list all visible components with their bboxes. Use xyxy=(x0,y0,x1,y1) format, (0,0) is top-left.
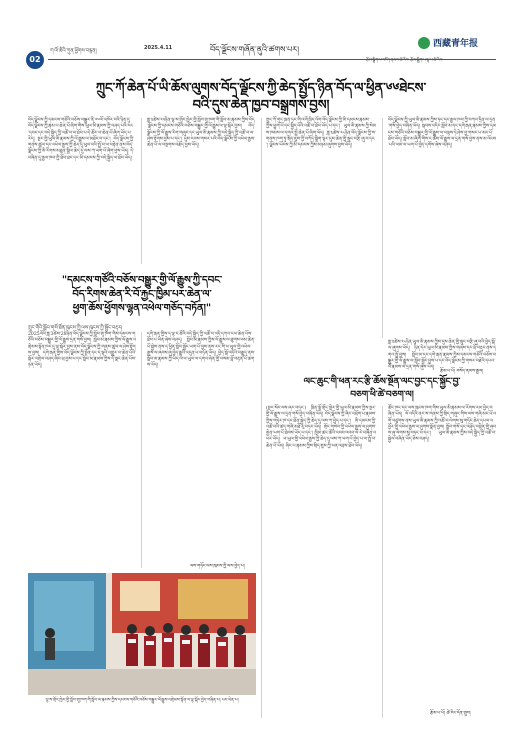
article2-headline-line1: "དམངས་གཙོའི་བཅོས་བསྒྱུར་གྱི་ལོ་རྒྱུས་ཀྱི་དབང་ xyxy=(61,275,223,286)
article1-headline-line2: བའི་དུས་ཆེན་ཁྱབ་བསྒྲགས་བྱས། xyxy=(192,98,330,113)
column-divider xyxy=(382,406,383,718)
article2-col2-byline: ལས་གཏོང་ལས་ཁུངས་ཀྱི་ལས་བྱེད་པ། xyxy=(190,564,245,569)
col4-lower-byline: རྩོམ་པ་པོ། བསོད་ནམས་རྒྱལ། xyxy=(440,369,484,374)
page-number: 02 xyxy=(29,55,41,64)
article3-col1-text: (སྔར་སོང་ལས་ཞར་བཏང་) ཁྲིན་ལྷོ་གྲོང་ཁྱེར་གྱི་ཡུལ་མི་རྣམས་ཀྱིས་སྔར་གྱི་ལོ་རྒྱུས་ལ་དྲན་གསོ་བྱེད་བཞིན་ཡོད། བོད་ལྗོངས་ཀྱི་ཞིང་འབྲོག་པ་རྣམས་ཀྱིས་གཏེར་ཁ་དང་ཐོན་སྐྱེད་ཀྱི་ཆེད་དུ་ལས་ཀ་བྱེད་པ་དང་། མི་དམངས་ཀྱི་འཚོ་བའི་ཚད་གཞི་མཐོ་རུ་བཏང་ཡོད། གྲོང་གསེབ་ཀྱི་འཕེལ་རྒྱས་ལ་ཤུགས་རྐྱེན་ཡག་པོ་ཐེབས་ཡོད་པ་དང་། ཁྱིམ་ཚང་ཚོའི་འབབ་འབབ་ལོ་རེ་བཞིན་འཕར་ཡོད། ཕ་ཡུལ་གྱི་འཕེལ་རྒྱས་ཀྱི་ཆེད་དུ་ལས་ཀ་ཡག་པོ་བྱེད་པ་ལ་སྤྲོ་བ་ཆེན་པོ་ཡོད། ཞིང་པ་རྣམས་ཀྱིས་སྲིད་ཇུས་ཀྱི་ཕན་འབྲས་ཐོབ་ཡོད། xyxy=(266,406,376,449)
masthead-title: བོད་ལྗོངས་གཞོན་ནུའི་ཚགས་པར། xyxy=(210,45,299,54)
article1-col4-text: བོད་ལྗོངས་ཀྱི་ཡུལ་མི་རྣམས་ཀྱིས་ཏང་དང་རྒྱལ་ཁབ་ཀྱི་བཀའ་དྲིན་ལ་དྲན་གསོ་བྱེད་བཞིན་ཡོད། སྐབས་འདིར་སློབ་མ་དང་དགེ་རྒན་རྣམས་ཀྱིས་དམངས་གཙོའི་བཅོས་བསྒྱུར་གྱི་ལོ་རྒྱུས་ལ་བལྟས་ཏེ་ཤེས་བྱ་གསར་པ་མང་པོ་ཐོབ་ཡོད། སློབ་མ་ཞིག་གིས་ང་ཚོས་ལོ་རྒྱུས་ལ་དྲན་གསོ་བྱས་ནས་མ་འོངས་པའི་ལམ་ལ་ཡག་པོ་བྱེད་དགོས་ཞེས་བཤད། xyxy=(388,118,496,149)
article2-headline xyxy=(28,274,256,316)
article2-byline: ཀྲུང་གོའི་སློབ་གསོ་ཐོན་ཁུངས་ཀྱི་ལས་ཁུངས་ཀྱི་སྦྱོང་བརྡར། xyxy=(28,325,123,331)
column-divider xyxy=(261,118,262,718)
article1-column-1 xyxy=(28,118,134,264)
article3-col2-text: ཚོང་ཁང་དང་ལས་ཁུངས་ཁག་གིས་ཡུལ་མི་རྣམས་ལ་རོགས་རམ་བྱེད་བཞིན་ཡོད། ལོ་འདིའི་ནང་ས་གནས་ཀྱི་སྲིད་གཞུང་གིས་ལས་གཞི་མང་པོ་འགོ་བཙུགས་ནས་ཡུལ་མི་རྣམས་ཀྱི་འཚོ་བ་ལེགས་སུ་གཏོང་ཆེད་དཔལ་འབྱོར་གྱི་འཕེལ་རྒྱས་ལ་ཤུགས་སྣོན་བྱས། སློབ་གསོ་དང་འཕྲོད་བསྟེན་གྱི་ཞབས་ཞུ་ལེགས་སུ་བཏང་བ་དང་། ཡུལ་མི་རྣམས་ཀྱིས་བདེ་སྐྱིད་ཀྱི་འཚོ་བ་སྐྱེལ་བཞིན་ཡོད་ཅེས་བཤད། xyxy=(388,406,496,443)
article2-column-2 xyxy=(147,332,255,558)
page-header xyxy=(26,38,496,80)
page-number-badge xyxy=(26,51,44,69)
article1-col2-text: ཟླ་༣ཚེས་༢༥ཉིན་ལྷ་ས་གྲོང་ཁྱེར་གྱི་སློབ་གྲྭ་ཁག་གི་སློབ་མ་རྣམས་ཀྱིས་བོད་ལྗོངས་ཀྱི་དམངས་གཙོའི་བཅོས་བསྒྱུར་གྱི་ལོ་རྒྱུས་ལ་ལྟ་སྐོར་བྱས། བོད་ལྗོངས་ཀྱི་ལོ་རྒྱུས་རིག་གཞུང་དང་ཡུལ་མི་རྣམས་ཀྱི་བདེ་སྐྱིད་ཀྱི་འཚོ་བ་ལ་ཤེས་རྟོགས་བྱས་པ་དང་། དུས་རབས་གསར་པའི་བོད་ལྗོངས་ཀྱི་འཕེལ་རྒྱས་ཆེན་པོ་ལ་བསྔགས་བརྗོད་བྱས་ཡོད། xyxy=(147,118,255,149)
issue-date: 2025.4.11 xyxy=(144,45,173,51)
article3-column-1 xyxy=(266,406,376,718)
article3-headline-line1: ལང་ཆུང་གི་ཕན་རང་རྩི་ཆོས་སྔོན་ལང་བྱང་དང་སྐྱོང་བྱ་ xyxy=(303,377,461,387)
column-divider xyxy=(141,332,142,568)
article1-col1-text: བོད་ལྗོངས་ཀྱི་དམངས་གཙོའི་བཅོས་བསྒྱུར་ནི་༦༦ལོ་འཁོར་བའི་ཉིན་དུ་བོད་ལྗོངས་ཀྱི་རྣམ་པ་ཆེན་པོ་ཞིག་གིས་ཡུལ་མི་རྣམས་ཀྱི་བཤད་པའི་རང་དབང་དང་བདེ་སྐྱིད་ཀྱི་འཚོ་བ་ལ་ཐོབ་པ་དེ་ཚོར་བ་ཆེན་པོ་ཞིག་ཡོད་པ་རེད། སྔར་གྱི་ཡུལ་མི་རྣམས་ཀྱི་ལོ་རྒྱུས་ལ་མཐོང་བ་དང་། བོད་ལྗོངས་ཀྱི་གནས་ཚུལ་དང་འཕེལ་རྒྱས་ཀྱི་ཆེད་དུ་ཕུལ་བའི་སྤྲོ་བ་ལ་བརྟེན་ནས་བོད་ལྗོངས་ཀྱི་མི་རིགས་མཐུན་སྒྲིལ་ཆེད་དུ་ལས་ཀ་ཡག་པོ་ཞིག་བྱས་ཡོད། དེ་བཞིན་དུ་རྒྱལ་ཁབ་ཀྱི་ཐོབ་ཐང་དང་མི་དམངས་ཀྱི་བདེ་སྐྱིད་ལ་ཐོབ་ཡོད། xyxy=(28,118,134,161)
article2-col1-text: 2025ལོའི་ཟླ་3ཚེས་28ཉིན་བོད་ལྗོངས་ཀྱི་སློབ་གྲྭ་ཁག་གིས་དམངས་གཙོའི་བཅོས་བསྒྱུར་གྱི་ལོ་རྒྱུས་དྲན་གསོ་བྱས། སློབ་མ་རྣམས་ཀྱིས་ལོ་རྒྱུས་འགྲེམས་སྟོན་ཁང་དུ་ལྟ་སྐོར་བྱས་ནས་བོད་ལྗོངས་ཀྱི་གནས་ཚུལ་ལ་ཤེས་རྟོགས་བྱས། དགེ་རྒན་གྱིས་བོད་ལྗོངས་ཀྱི་སྔོན་དང་ད་ལྟའི་འགྱུར་བ་ཆེན་པོའི་སྐོར་འགྲེལ་བཤད་ཞིབ་ཕྲ་བྱས་པ་དང་སློབ་མ་རྣམས་ཀྱིས་དོ་སྣང་ཆེན་པོས་ཉན་ཡོད། xyxy=(28,332,136,369)
col4-lower-paragraph: ཟླ་༣ཚེས་༢༨ཉིན་ཡུལ་མི་རྣམས་ཀྱིས་དུས་ཆེན་གྱི་སྲུང་བརྩི་ཞུ་བའི་བྱེད་སྒོ་ལ་ཞུགས་ཡོད། ཉིན་དེར་ཡུལ་མི་རྣམས་ཀྱིས་གཞས་དང་བྲོ་བརྡུང་ནས་དགའ་སྤྲོ་བྱས། སློབ་མ་དང་དགེ་རྒན་རྣམས་ཀྱིས་དམངས་གཙོའི་བཅོས་བསྒྱུར་གྱི་ལོ་རྒྱུས་ལ་སློབ་སྦྱོང་བྱས་པ་དང་བོད་ལྗོངས་ཀྱི་གསར་བརྗེའི་དཔའ་བོ་རྣམས་ལ་དྲན་གསོ་ཞུས་ཡོད། xyxy=(388,340,496,371)
article2-headline-line2: བོད་རིགས་ཆེན་རི་བོ་རྐྱང་ཁྱིམ་པར་ཆེན་ལ་ xyxy=(72,289,212,300)
column-divider xyxy=(382,118,383,338)
section-label: ཀ་ལོ་ཆིའི་ཀུན་ཕྱོགས་བརྙན། xyxy=(50,48,97,54)
article3-headline xyxy=(266,376,498,402)
header-rule xyxy=(48,59,496,60)
article2-column-1 xyxy=(28,332,136,568)
article2-headline-line3: ཕྱག་ཆོས་ཕྱོགས་ལྷན་འཕེལ་གཅོད་བཏོན།" xyxy=(72,303,212,314)
article1-column-3 xyxy=(266,118,376,338)
article3-byline: རྩོམ་པ་པོ། ཚེ་རིང་དོན་གྲུབ། xyxy=(430,711,471,716)
editor-credit xyxy=(366,56,443,67)
logo-text: 西藏青年报 xyxy=(433,39,479,49)
photo-caption-text: ལྷ་ས་གྲོང་ཁྱེར་གྱི་སློབ་གྲྭ་ཁག་གི་སློབ་མ་རྣམས་ཀྱིས་དམངས་གཙོའི་བཅོས་བསྒྱུར་ལོ་རྒྱུས་འགྲེམས་སྟོན་ལ་ལྟ་སྐོར་བྱེད་བཞིན་པ། པར་ལེན་པ། xyxy=(45,698,239,703)
photo-caption xyxy=(30,698,254,718)
article1-col3-text: ཀྲུང་ཀོ་གུང་ཁྲན་ཏང་གི་འགོ་ཁྲིད་འོག་བོད་ལྗོངས་ཀྱི་མི་དམངས་རྣམས་ཀྱིས་ཕྱུག་པོ་དང་སྐྱིད་པོའི་འཚོ་བ་ཐོབ་ཡོད་པ་དང་། ཡུལ་མི་རྣམས་ཀྱི་སེམས་ཁམས་ལ་དགའ་སྤྲོ་ཆེན་པོ་ཞིག་ཡོད། ཟླ་༣ཚེས་༢༨ཉིན་བོད་ལྗོངས་ཀྱི་ས་གནས་ཁག་ཏུ་སྲིད་ཇུས་ཀྱི་བཀོད་སྒྲིག་ལྟར་དུས་ཆེན་གྱི་སྲུང་བརྩི་ཞུ་བ་དང་། ལྗོངས་ཡོངས་ཀྱི་མི་དམངས་ཀྱིས་མཉམ་ཞུགས་བྱས་ཡོད། xyxy=(266,118,376,149)
article1-column-2 xyxy=(147,118,255,264)
col4-lower-text xyxy=(388,340,496,371)
article3-column-2 xyxy=(388,406,496,706)
article3-headline-line2: བཅག་ཕི་ཚེ་བཅག་ལ། xyxy=(350,390,414,400)
article1-headline xyxy=(26,80,496,114)
article1-column-4 xyxy=(388,118,496,338)
photo-illustration xyxy=(28,573,256,695)
article2-col2-text: དགེ་རྒན་གྱིས་ད་ལྟ་ང་ཚོའི་བདེ་སྐྱིད་ཀྱི་འཚོ་བ་འདི་དཀའ་ངལ་ཆེན་པོས་ཐོབ་པ་ཡིན་ཞེས་བཤད། སློབ་མ་རྣམས་ཀྱིས་ལོ་རྒྱུས་ལ་ཐུགས་ཕམ་ཆེན་པོ་སྐྱེས་ནས་ད་ཕྱིན་སློབ་སྦྱོང་ཡག་པོ་བྱས་ནས་རང་གི་ཕ་ཡུལ་གྱི་འཕེལ་རྒྱས་ལ་ཞབས་ཞུ་བྱེད་རྒྱུའི་འདུན་པ་བཏོན་ཡོད། བྱེད་སྒོ་འདིའི་བརྒྱུད་ནས་སློབ་མ་རྣམས་ཀྱི་ཡིད་ལ་ཕ་ཡུལ་ལ་དགའ་ཞེན་གྱི་བསམ་བློ་བརྟན་པོ་ཆགས་ཡོད། xyxy=(147,332,255,369)
newspaper-logo xyxy=(418,36,498,52)
article1-headline-line1: ཀྲུང་ཀོ་ཆེན་པོ་ཡི་ཆོས་ལུགས་བོད་ལྗོངས་ཀྱི་ཆེད་སྤྱོད་ཉིན་བོད་ལ་ཕྱིན་༦༦ཐེངས་ xyxy=(95,81,427,96)
museum-visit-photo xyxy=(28,573,256,695)
logo-emblem-icon xyxy=(418,37,430,49)
column-divider xyxy=(141,118,142,264)
